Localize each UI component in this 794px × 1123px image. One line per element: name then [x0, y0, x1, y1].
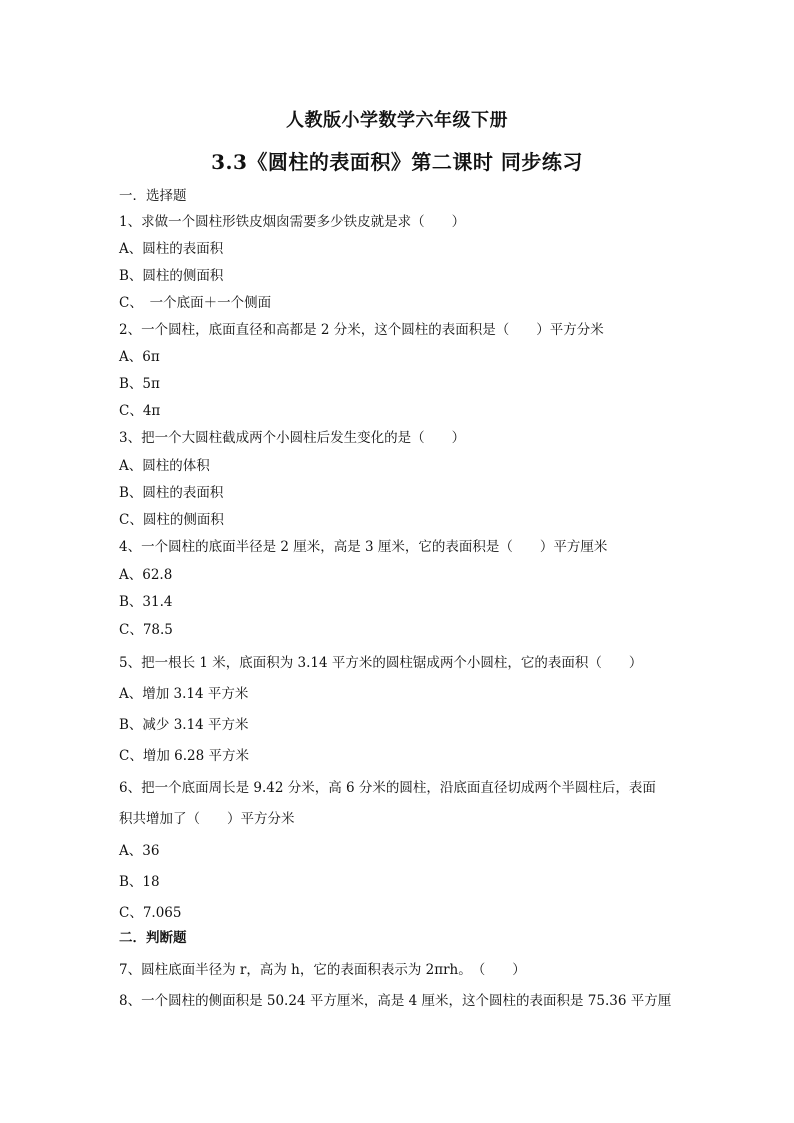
question-2-stem: 2、一个圆柱，底面直径和高都是 2 分米，这个圆柱的表面积是（ ）平方分米 [119, 322, 604, 338]
question-1-option-b: B、圆柱的侧面积 [119, 268, 224, 284]
question-3-option-c: C、圆柱的侧面积 [119, 512, 224, 528]
question-6-option-a: A、36 [119, 843, 160, 859]
question-2-option-b: B、5π [119, 376, 160, 392]
question-4-option-c: C、78.5 [119, 622, 173, 638]
question-3-option-a: A、圆柱的体积 [119, 458, 210, 474]
question-7-stem: 7、圆柱底面半径为 r，高为 h，它的表面积表示为 2πrh。 （ ） [119, 962, 526, 978]
question-5-option-b: B、减少 3.14 平方米 [119, 717, 249, 733]
question-5-option-a: A、增加 3.14 平方米 [119, 686, 249, 702]
question-8-stem: 8、一个圆柱的侧面积是 50.24 平方厘米，高是 4 厘米，这个圆柱的表面积是 75.36 平方厘 [119, 993, 672, 1009]
question-2-option-a: A、6π [119, 349, 160, 365]
document-title: 人教版小学数学六年级下册 [286, 110, 508, 131]
question-3-stem: 3、把一个大圆柱截成两个小圆柱后发生变化的是（ ） [119, 430, 466, 446]
question-6-stem-line-1: 6、把一个底面周长是 9.42 分米，高 6 分米的圆柱，沿底面直径切成两个半圆柱后，表面 [119, 780, 656, 796]
question-4-option-a: A、62.8 [119, 567, 173, 583]
question-1-option-c: C、 一个底面＋一个侧面 [119, 295, 272, 311]
question-4-stem: 4、一个圆柱的底面半径是 2 厘米，高是 3 厘米，它的表面积是（ ）平方厘米 [119, 539, 608, 555]
document-subtitle: 3.3《圆柱的表面积》第二课时 同步练习 [211, 150, 583, 174]
question-3-option-b: B、圆柱的表面积 [119, 485, 224, 501]
section-heading-judge: 二．判断题 [119, 930, 187, 946]
question-1-stem: 1、求做一个圆柱形铁皮烟囱需要多少铁皮就是求（ ） [119, 214, 466, 230]
question-4-option-b: B、31.4 [119, 594, 173, 610]
question-5-stem: 5、把一根长 1 米，底面积为 3.14 平方米的圆柱锯成两个小圆柱，它的表面积（ ） [119, 655, 643, 671]
question-5-option-c: C、增加 6.28 平方米 [119, 748, 249, 764]
question-6-stem-line-2: 积共增加了（ ）平方分米 [119, 811, 295, 827]
section-heading-choice: 一．选择题 [119, 188, 187, 204]
question-2-option-c: C、4π [119, 403, 161, 419]
question-1-option-a: A、圆柱的表面积 [119, 241, 224, 257]
question-6-option-b: B、18 [119, 874, 160, 890]
question-6-option-c: C、7.065 [119, 905, 182, 921]
